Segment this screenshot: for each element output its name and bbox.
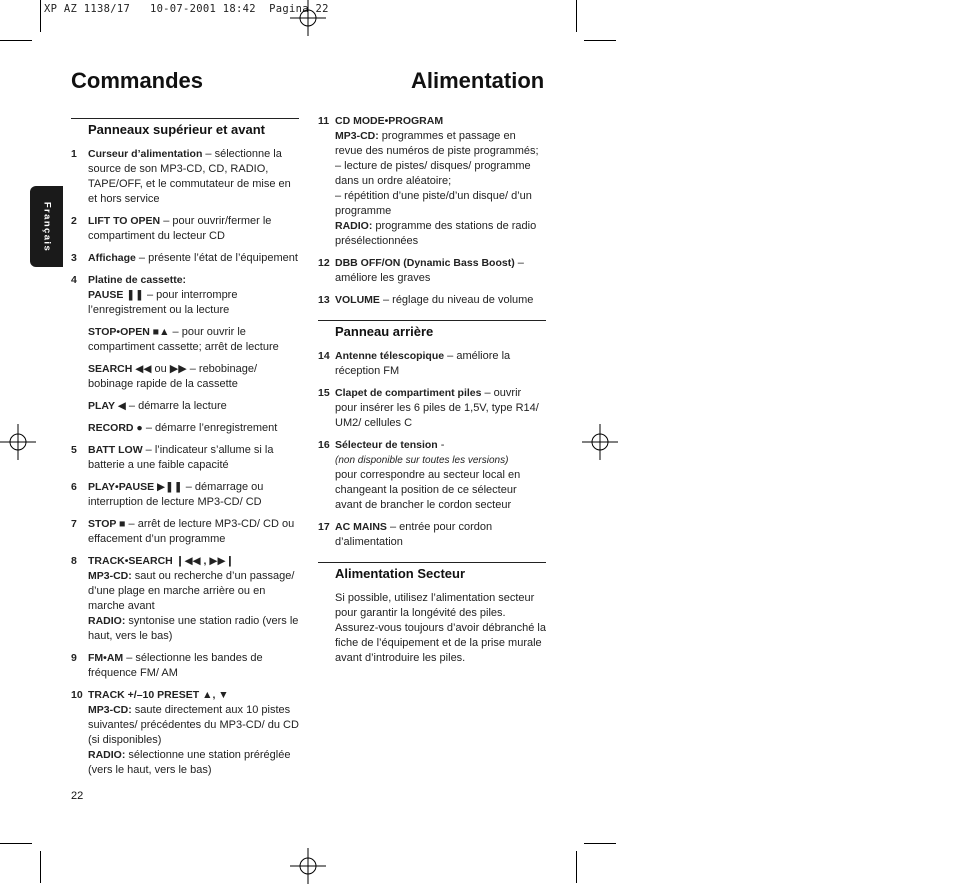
language-tab bbox=[30, 186, 63, 267]
list-item: 5 BATT LOW – l’indicateur s’allume si la batterie a une faible capacité bbox=[71, 444, 274, 471]
registration-mark-icon bbox=[290, 0, 326, 36]
crop-mark bbox=[0, 40, 32, 41]
list-item: 16 Sélecteur de tension - (non disponible sur toutes les versions) pour correspondre au secteur local en changeant la position de ce sélecteur avant de brancher le cordon secteur bbox=[318, 439, 521, 511]
column-left bbox=[71, 118, 299, 785]
page-title-left: Commandes bbox=[71, 68, 204, 93]
sub-item: PAUSE ❚❚ – pour interrompre l’enregistrement ou la lecture bbox=[88, 289, 238, 316]
column-right bbox=[318, 114, 546, 666]
section-rule bbox=[318, 320, 546, 321]
list-item: 6 PLAY•PAUSE ▶❚❚ – démarrage ou interruption de lecture MP3-CD/ CD bbox=[71, 481, 264, 508]
paragraph: Si possible, utilisez l’alimentation secteur pour garantir la longévité des piles. Assurez-vous toujours d’avoir débranché la fiche de l’équipement et de la prise murale avant d’introduire les piles. bbox=[335, 592, 546, 664]
list-item: 4 Platine de cassette: PAUSE ❚❚ – pour interrompre l’enregistrement ou la lecture STOP•OPEN ■▲ – pour ouvrir le compartiment cassette; arrêt de lecture SEARCH ◀◀ ou ▶▶ – rebobinage/ bobinage rapide de la cassette PLAY ◀ – démarre la lecture RECORD ● – démarre l’enregistrement bbox=[71, 273, 299, 436]
crop-mark bbox=[584, 40, 616, 41]
crop-mark bbox=[584, 843, 616, 844]
sub-item: STOP•OPEN ■▲ – pour ouvrir le compartiment cassette; arrêt de lecture bbox=[88, 326, 279, 353]
list-item: 14 Antenne télescopique – améliore la réception FM bbox=[318, 350, 511, 377]
list-item: 12 DBB OFF/ON (Dynamic Bass Boost) – améliore les graves bbox=[318, 257, 524, 284]
list-item: 3 Affichage – présente l’état de l’équipement bbox=[71, 252, 298, 264]
list-item: 2 LIFT TO OPEN – pour ouvrir/fermer le compartiment du lecteur CD bbox=[71, 215, 272, 242]
sub-item: SEARCH ◀◀ ou ▶▶ – rebobinage/ bobinage rapide de la cassette bbox=[88, 363, 258, 390]
list-item: 1 Curseur d’alimentation – sélectionne la source de son MP3-CD, CD, RADIO, TAPE/OFF, et le commutateur de mise en et hors service bbox=[71, 148, 291, 205]
section-title: Panneaux supérieur et avant bbox=[88, 122, 266, 137]
registration-mark-icon bbox=[290, 848, 326, 884]
crop-mark bbox=[40, 0, 41, 32]
crop-mark bbox=[0, 843, 32, 844]
list-item: 10 TRACK +/–10 PRESET ▲, ▼ MP3-CD: saute directement aux 10 pistes suivantes/ précédentes du MP3-CD/ du CD (si disponibles) RADIO: sélectionne une station préréglée (vers le haut, vers le bas) bbox=[71, 689, 299, 776]
section-rule bbox=[318, 562, 546, 563]
list-item: 15 Clapet de compartiment piles – ouvrir pour insérer les 6 piles de 1,5V, type R14/ UM2/ cellules C bbox=[318, 387, 539, 429]
section-title: Alimentation Secteur bbox=[335, 566, 466, 581]
crop-mark bbox=[40, 851, 41, 883]
page-number: 22 bbox=[71, 790, 84, 802]
registration-mark-icon bbox=[582, 424, 618, 460]
sub-item: PLAY ◀ – démarre la lecture bbox=[88, 400, 227, 412]
crop-mark bbox=[576, 851, 577, 883]
list-item: 7 STOP ■ – arrêt de lecture MP3-CD/ CD ou effacement d’un programme bbox=[71, 518, 295, 545]
crop-mark bbox=[576, 0, 577, 32]
language-tab-label: Français bbox=[41, 201, 52, 252]
list-item: 13 VOLUME – réglage du niveau de volume bbox=[318, 294, 534, 306]
section-rule bbox=[71, 118, 299, 119]
list-item: 8 TRACK•SEARCH ❙◀◀ , ▶▶❙ MP3-CD: saut ou recherche d’un passage/ d’une plage en marche arrière ou en marche avant RADIO: syntonise une station radio (vers le haut, vers le bas) bbox=[71, 555, 299, 642]
registration-mark-icon bbox=[0, 424, 36, 460]
page-title-right: Alimentation bbox=[411, 68, 545, 93]
list-item: 11 CD MODE•PROGRAM MP3-CD: programmes et passage en revue des numéros de piste programmés; – lecture de pistes/ disques/ programme dans un ordre aléatoire; – répétition d’une piste/d’un disque/ d’un programme RADIO: programme des stations de radio présélectionnées bbox=[318, 115, 539, 247]
list-item: 9 FM•AM – sélectionne les bandes de fréquence FM/ AM bbox=[71, 652, 263, 679]
section-title: Panneau arrière bbox=[335, 324, 434, 339]
list-item: 17 AC MAINS – entrée pour cordon d’alimentation bbox=[318, 521, 493, 548]
sub-item: RECORD ● – démarre l’enregistrement bbox=[88, 422, 278, 434]
print-header: XP AZ 1138/17 10-07-2001 18:42 Pagina 22 bbox=[44, 3, 329, 15]
